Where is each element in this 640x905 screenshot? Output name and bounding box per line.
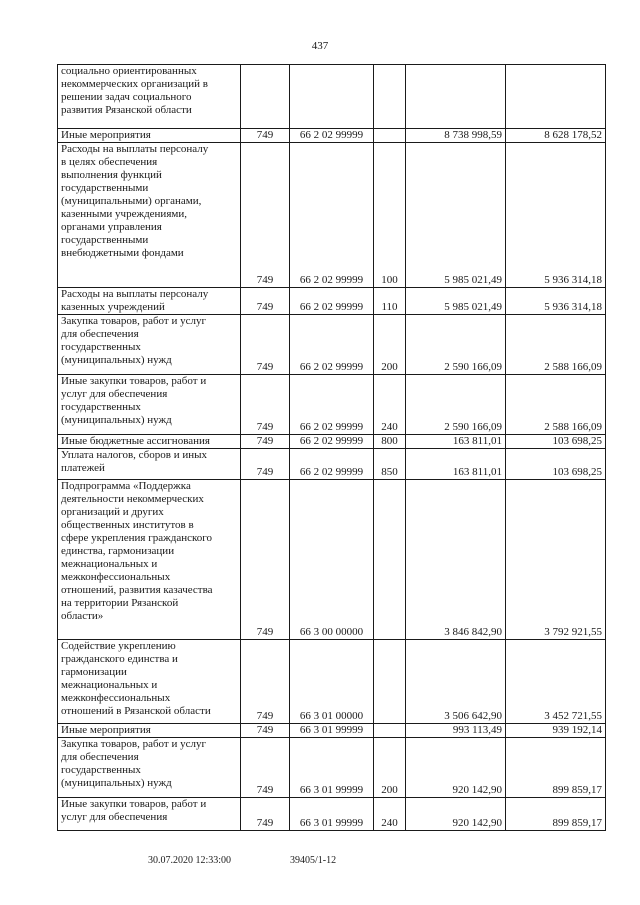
table-row (58, 724, 606, 738)
row-csr-cell: 66 3 01 99999 (290, 724, 374, 738)
row-vr-cell: 110 (374, 288, 406, 315)
row-sum-2019-cell: 993 113,49 (406, 724, 506, 738)
page-number: 437 (311, 40, 329, 52)
row-name-cell: социально ориентированных некоммерческих организаций в решении задач социального развития Рязанской области (58, 65, 241, 129)
row-sum-2020-cell: 103 698,25 (506, 449, 606, 480)
row-sum-2019-cell: 5 985 021,49 (406, 143, 506, 288)
row-code-cell: 749 (241, 640, 290, 724)
row-sum-2019-cell: 163 811,01 (406, 449, 506, 480)
footer-timestamp: 30.07.2020 12:33:00 (148, 855, 232, 866)
table-row (58, 288, 606, 315)
table-row (58, 129, 606, 143)
table-row (58, 798, 606, 831)
row-csr-cell: 66 2 02 99999 (290, 129, 374, 143)
row-name-cell: Содействие укреплению гражданского единства и гармонизации межнациональных и межконфессиональных отношений в Рязанской области (58, 640, 241, 724)
row-csr-cell: 66 2 02 99999 (290, 435, 374, 449)
row-sum-2019-cell: 2 590 166,09 (406, 375, 506, 435)
row-sum-2019-cell: 8 738 998,59 (406, 129, 506, 143)
row-name-cell: Иные мероприятия (58, 129, 241, 143)
row-code-cell: 749 (241, 724, 290, 738)
row-sum-2020-cell: 5 936 314,18 (506, 288, 606, 315)
budget-table (57, 64, 606, 831)
row-vr-cell: 100 (374, 143, 406, 288)
row-sum-2019-cell (406, 65, 506, 129)
table-row (58, 435, 606, 449)
row-name-cell: Иные мероприятия (58, 724, 241, 738)
row-vr-cell (374, 640, 406, 724)
table-row (58, 480, 606, 640)
table-row (58, 375, 606, 435)
row-sum-2020-cell: 939 192,14 (506, 724, 606, 738)
row-sum-2020-cell (506, 65, 606, 129)
row-code-cell: 749 (241, 435, 290, 449)
table-row (58, 640, 606, 724)
row-name-cell: Иные закупки товаров, работ и услуг для обеспечения государственных (муниципальных) нужд (58, 375, 241, 435)
row-name-cell: Подпрограмма «Поддержка деятельности некоммерческих организаций и других общественных институтов в сфере укрепления гражданского единства, гармонизации межнациональных и межконфессиональных отношений, развития казачества на территории Рязанской области» (58, 480, 241, 640)
row-vr-cell (374, 480, 406, 640)
table-row (58, 449, 606, 480)
row-vr-cell: 800 (374, 435, 406, 449)
row-name-cell: Иные закупки товаров, работ и услуг для обеспечения (58, 798, 241, 831)
row-vr-cell: 240 (374, 375, 406, 435)
row-sum-2020-cell: 899 859,17 (506, 738, 606, 798)
row-code-cell: 749 (241, 143, 290, 288)
row-vr-cell: 200 (374, 315, 406, 375)
row-sum-2020-cell: 3 792 921,55 (506, 480, 606, 640)
row-sum-2019-cell: 2 590 166,09 (406, 315, 506, 375)
row-code-cell: 749 (241, 315, 290, 375)
row-csr-cell: 66 3 01 00000 (290, 640, 374, 724)
table-row (58, 315, 606, 375)
row-sum-2020-cell: 103 698,25 (506, 435, 606, 449)
row-sum-2019-cell: 3 506 642,90 (406, 640, 506, 724)
row-csr-cell: 66 3 01 99999 (290, 738, 374, 798)
row-sum-2020-cell: 899 859,17 (506, 798, 606, 831)
row-name-cell: Закупка товаров, работ и услуг для обеспечения государственных (муниципальных) нужд (58, 315, 241, 375)
table-row (58, 738, 606, 798)
row-csr-cell: 66 2 02 99999 (290, 288, 374, 315)
table-row (58, 65, 606, 129)
row-sum-2020-cell: 2 588 166,09 (506, 375, 606, 435)
row-vr-cell: 850 (374, 449, 406, 480)
row-code-cell: 749 (241, 798, 290, 831)
row-sum-2019-cell: 920 142,90 (406, 738, 506, 798)
row-code-cell: 749 (241, 288, 290, 315)
row-csr-cell: 66 2 02 99999 (290, 375, 374, 435)
row-code-cell (241, 65, 290, 129)
row-sum-2019-cell: 920 142,90 (406, 798, 506, 831)
row-code-cell: 749 (241, 738, 290, 798)
row-name-cell: Иные бюджетные ассигнования (58, 435, 241, 449)
row-sum-2019-cell: 3 846 842,90 (406, 480, 506, 640)
row-csr-cell: 66 2 02 99999 (290, 449, 374, 480)
row-name-cell: Расходы на выплаты персоналу в целях обеспечения выполнения функций государственными (муниципальными) органами, казенными учреждениями, органами управления государственными внебюджетными фондами (58, 143, 241, 288)
row-vr-cell (374, 65, 406, 129)
row-name-cell: Расходы на выплаты персоналу казенных учреждений (58, 288, 241, 315)
row-sum-2020-cell: 5 936 314,18 (506, 143, 606, 288)
row-csr-cell: 66 3 00 00000 (290, 480, 374, 640)
row-csr-cell: 66 2 02 99999 (290, 315, 374, 375)
row-vr-cell: 200 (374, 738, 406, 798)
row-name-cell: Уплата налогов, сборов и иных платежей (58, 449, 241, 480)
row-sum-2019-cell: 5 985 021,49 (406, 288, 506, 315)
row-code-cell: 749 (241, 480, 290, 640)
row-name-cell: Закупка товаров, работ и услуг для обеспечения государственных (муниципальных) нужд (58, 738, 241, 798)
row-csr-cell (290, 65, 374, 129)
row-sum-2020-cell: 8 628 178,52 (506, 129, 606, 143)
row-sum-2020-cell: 2 588 166,09 (506, 315, 606, 375)
row-code-cell: 749 (241, 375, 290, 435)
row-sum-2019-cell: 163 811,01 (406, 435, 506, 449)
footer-document-number: 39405/1-12 (290, 855, 337, 866)
row-csr-cell: 66 2 02 99999 (290, 143, 374, 288)
row-vr-cell (374, 724, 406, 738)
budget-table-body (58, 65, 606, 831)
row-csr-cell: 66 3 01 99999 (290, 798, 374, 831)
row-sum-2020-cell: 3 452 721,55 (506, 640, 606, 724)
row-vr-cell: 240 (374, 798, 406, 831)
row-code-cell: 749 (241, 129, 290, 143)
row-code-cell: 749 (241, 449, 290, 480)
table-row (58, 143, 606, 288)
row-vr-cell (374, 129, 406, 143)
